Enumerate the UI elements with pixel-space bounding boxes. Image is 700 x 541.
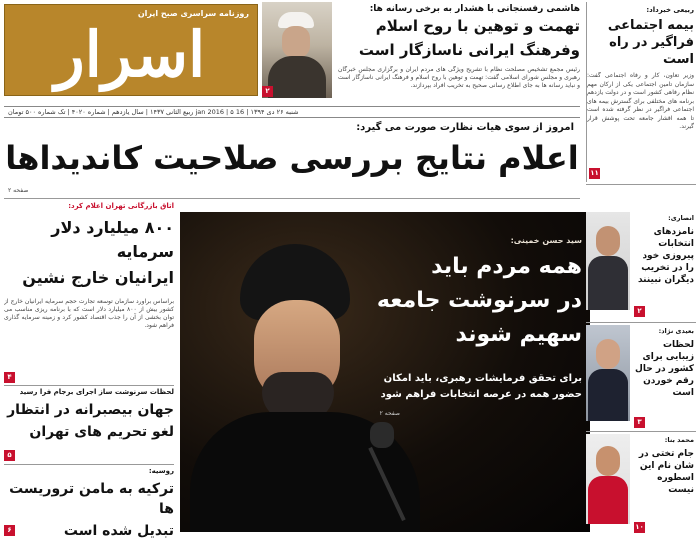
- logo-text: اسرار: [54, 18, 206, 91]
- divider: [4, 385, 174, 386]
- left-story-1[interactable]: [4, 202, 174, 382]
- microphone-icon: [370, 422, 394, 448]
- divider: [4, 464, 174, 465]
- divider: [4, 198, 580, 199]
- center-feature-sub-2: حضور همه در عرصه انتخابات فراهم شود: [380, 389, 582, 400]
- top-story-photo: [262, 2, 332, 98]
- right-story-2[interactable]: [586, 325, 696, 429]
- right-story-1-kicker: انصاری:: [668, 214, 694, 222]
- right-top-body: وزیر تعاون، کار و رفاه اجتماعی گفت: سازمان تامین اجتماعی یکی از ارکان مهم نظام رفاهی کشور است و در دولت یازدهم برنامه های مختلفی برای گسترش بیمه های اجتماعی فراگیر در نظر گرفته شده است تا همه اقشار جامعه تحت پوشش قرار گیرند.: [587, 72, 694, 130]
- left-story-2-page-badge: ۵: [4, 450, 15, 461]
- divider: [586, 184, 696, 185]
- left-story-3-kicker: روسیه:: [148, 467, 174, 475]
- top-story-kicker: هاشمی رفسنجانی با هشدار به برخی رسانه ها:: [369, 4, 580, 14]
- right-top-headline: بیمه اجتماعی فراگیر در راه است: [607, 18, 694, 67]
- right-story-3-kicker: محمد بنا:: [664, 436, 694, 444]
- right-top-page-badge: ۱۱: [590, 169, 599, 177]
- left-story-1-page-badge: ۴: [4, 372, 15, 383]
- main-headline-block[interactable]: [4, 122, 580, 198]
- left-story-2-headline-1: جهان بیصبرانه در انتظار: [7, 402, 174, 418]
- right-story-2-photo: [586, 325, 630, 421]
- right-story-2-page-badge: ۳: [634, 417, 645, 428]
- center-feature-page-ref: صفحه ۲: [379, 410, 400, 417]
- top-story-body: رئیس مجمع تشخیص مصلحت نظام با تشریح ویژگی های مردم ایران و برگزاری مجلس خبرگان رهبری و مجلس شورای اسلامی گفت: تهمت و توهین با روح اسلام و فرهنگ ایرانی ناسازگار است و نباید رسانه ها به جای اطلاع رسانی صحیح به تخریب افراد بپردازند.: [338, 66, 580, 89]
- center-feature-kicker: سید حسن خمینی:: [510, 236, 582, 245]
- divider: [586, 322, 696, 323]
- dateline-bar: [4, 106, 580, 118]
- right-story-2-headline: لحظات زیبایی برای کشور در حال رقم خوردن است: [635, 340, 694, 398]
- left-story-1-headline-2: ایرانیان خارج نشین: [22, 268, 174, 287]
- masthead-logo: [4, 4, 258, 96]
- left-story-3-page-badge: ۶: [4, 525, 15, 536]
- masthead-tagline: روزنامه سراسری صبح ایران: [137, 9, 249, 18]
- top-story[interactable]: [262, 2, 580, 106]
- left-story-1-kicker: اتاق بازرگانی تهران اعلام کرد:: [68, 202, 174, 210]
- center-feature-sub-1: برای تحقق فرمایشات رهبری، باید امکان: [383, 373, 582, 384]
- left-story-3-headline-1: ترکیه به مامن تروریست ها: [9, 481, 174, 517]
- right-story-3-headline: جام تختی در شان نام این اسطوره نیست: [638, 449, 694, 495]
- left-story-2-kicker: لحظات سرنوشت ساز اجرای برجام فرا رسید: [19, 388, 174, 396]
- right-story-1-page-badge: ۲: [634, 306, 645, 317]
- right-story-3-photo: [586, 434, 630, 524]
- left-story-3-headline-2: تبدیل شده است: [63, 523, 174, 539]
- left-story-1-headline-1: ۸۰۰ میلیارد دلار سرمایه: [51, 218, 174, 261]
- left-story-2-headline-2: لغو تحریم های تهران: [29, 424, 174, 440]
- center-feature-photo[interactable]: [180, 212, 590, 532]
- divider: [586, 431, 696, 432]
- left-story-3[interactable]: [4, 467, 174, 537]
- top-story-headline-1: تهمت و توهین با روح اسلام: [375, 17, 580, 35]
- right-story-1[interactable]: [586, 212, 696, 320]
- right-top-kicker: ربیعی خبرداد:: [646, 6, 694, 14]
- left-story-2[interactable]: [4, 388, 174, 462]
- main-headline-page-ref: صفحه ۲: [8, 187, 29, 194]
- center-feature-headline-2: در سرنوشت جامعه: [376, 288, 582, 313]
- center-feature-headline-1: همه مردم باید: [431, 254, 582, 279]
- top-story-headline-2: وفرهنگ ایرانی ناسازگار است: [358, 41, 580, 59]
- main-headline: اعلام نتایج بررسی صلاحیت کاندیداها: [5, 139, 579, 177]
- left-story-1-body: براساس برآورد سازمان توسعه تجارت حجم سرمایه ایرانیان خارج از کشور بیش از ۸۰۰ میلیارد دلار است که با برنامه ریزی مناسب می توان بخشی از آن را جذب اقتصاد کشور کرد و زمینه سرمایه گذاری فراهم شود.: [4, 298, 174, 329]
- right-story-3-page-badge: ۱۰: [635, 523, 644, 531]
- dateline-text: شنبه ۲۶ دی ۱۳۹۴ | 16 jan 2016 | ۵ ربیع الثانی ۱۴۳۷ | سال یازدهم | شماره ۴۰۲۰ | تک شماره ۵۰۰ تومان: [8, 108, 299, 116]
- right-story-2-kicker: بعیدی نژاد:: [658, 327, 694, 335]
- top-story-page-badge: ۲: [262, 86, 273, 97]
- right-top-story[interactable]: [586, 2, 696, 182]
- right-story-1-photo: [586, 212, 630, 310]
- right-story-1-headline: نامزدهای انتخابات پیروزی خود را در تخریب دیگران نبینند: [637, 227, 694, 285]
- right-story-3[interactable]: [586, 434, 696, 536]
- center-feature-headline-3: سهیم شوند: [455, 322, 582, 347]
- main-headline-kicker: امروز از سوی هیات نظارت صورت می گیرد:: [356, 122, 574, 133]
